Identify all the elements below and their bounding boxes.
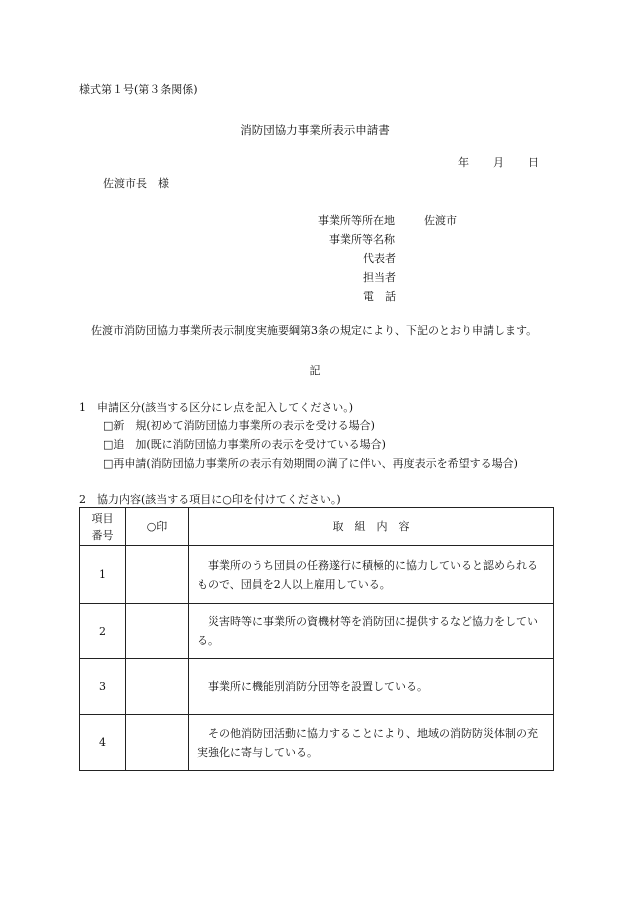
header-item-number-line2: 番号 <box>91 528 114 542</box>
content-text: 事業所に機能別消防分団等を設置している。 <box>208 680 428 693</box>
date-day-label: 日 <box>528 156 539 169</box>
phone-label: 電 話 <box>363 290 396 303</box>
content-cell <box>189 604 554 659</box>
applicant-name-row <box>318 230 488 249</box>
address-value: 佐渡市 <box>424 214 457 227</box>
section2-title: 2 協力内容(該当する項目に○印を付けてください。) <box>79 493 341 506</box>
mark-cell[interactable] <box>126 659 189 715</box>
document-title: 消防団協力事業所表示申請書 <box>240 123 390 137</box>
representative-label: 代表者 <box>363 252 396 265</box>
address-label: 事業所等所在地 <box>318 214 395 227</box>
applicant-block <box>318 211 488 306</box>
content-text: 災害時等に事業所の資機材等を消防団に提供するなど協力をしている。 <box>197 615 538 647</box>
form-number: 様式第１号(第３条関係) <box>79 83 198 96</box>
option-reapplication[interactable]: □再申請(消防団協力事業所の表示有効期間の満了に伴い、再度表示を希望する場合) <box>103 457 518 470</box>
cooperation-table <box>79 507 554 771</box>
table-header-row <box>80 508 554 546</box>
header-item-number <box>80 508 126 546</box>
item-number-cell: 3 <box>80 659 126 715</box>
section1-title: 1 申請区分(該当する区分にレ点を記入してください。) <box>79 401 354 414</box>
header-mark: ○印 <box>126 508 189 546</box>
applicant-address-row <box>318 211 488 230</box>
phone-row <box>318 287 488 306</box>
content-cell <box>189 659 554 715</box>
date-month-label: 月 <box>493 156 504 169</box>
ki-heading: 記 <box>309 364 321 377</box>
person-in-charge-label: 担当者 <box>363 271 396 284</box>
mark-cell[interactable] <box>126 715 189 771</box>
table-row <box>80 659 554 715</box>
header-content: 取 組 内 容 <box>189 508 554 546</box>
content-cell <box>189 715 554 771</box>
content-text: その他消防団活動に協力することにより、地域の消防防災体制の充実強化に寄与している。 <box>197 726 538 759</box>
table-row <box>80 604 554 659</box>
mark-cell[interactable] <box>126 604 189 659</box>
item-number-cell: 2 <box>80 604 126 659</box>
content-cell <box>189 546 554 604</box>
representative-row <box>318 249 488 268</box>
item-number-cell: 1 <box>80 546 126 604</box>
date-line <box>458 154 539 170</box>
option-new[interactable]: □新 規(初めて消防団協力事業所の表示を受ける場合) <box>103 419 375 432</box>
content-text: 事業所のうち団員の任務遂行に積極的に協力していると認められるもので、団員を2人以上雇用している。 <box>197 558 538 591</box>
addressee: 佐渡市長 様 <box>103 177 169 190</box>
table-row <box>80 546 554 604</box>
person-in-charge-row <box>318 268 488 287</box>
header-item-number-line1: 項目 <box>91 511 114 525</box>
item-number-cell: 4 <box>80 715 126 771</box>
application-statement: 佐渡市消防団協力事業所表示制度実施要綱第3条の規定により、下記のとおり申請します。 <box>91 324 538 337</box>
option-additional[interactable]: □追 加(既に消防団協力事業所の表示を受けている場合) <box>103 438 386 451</box>
table-row <box>80 715 554 771</box>
company-name-label: 事業所等名称 <box>329 233 395 246</box>
mark-cell[interactable] <box>126 546 189 604</box>
date-year-label: 年 <box>458 156 469 169</box>
